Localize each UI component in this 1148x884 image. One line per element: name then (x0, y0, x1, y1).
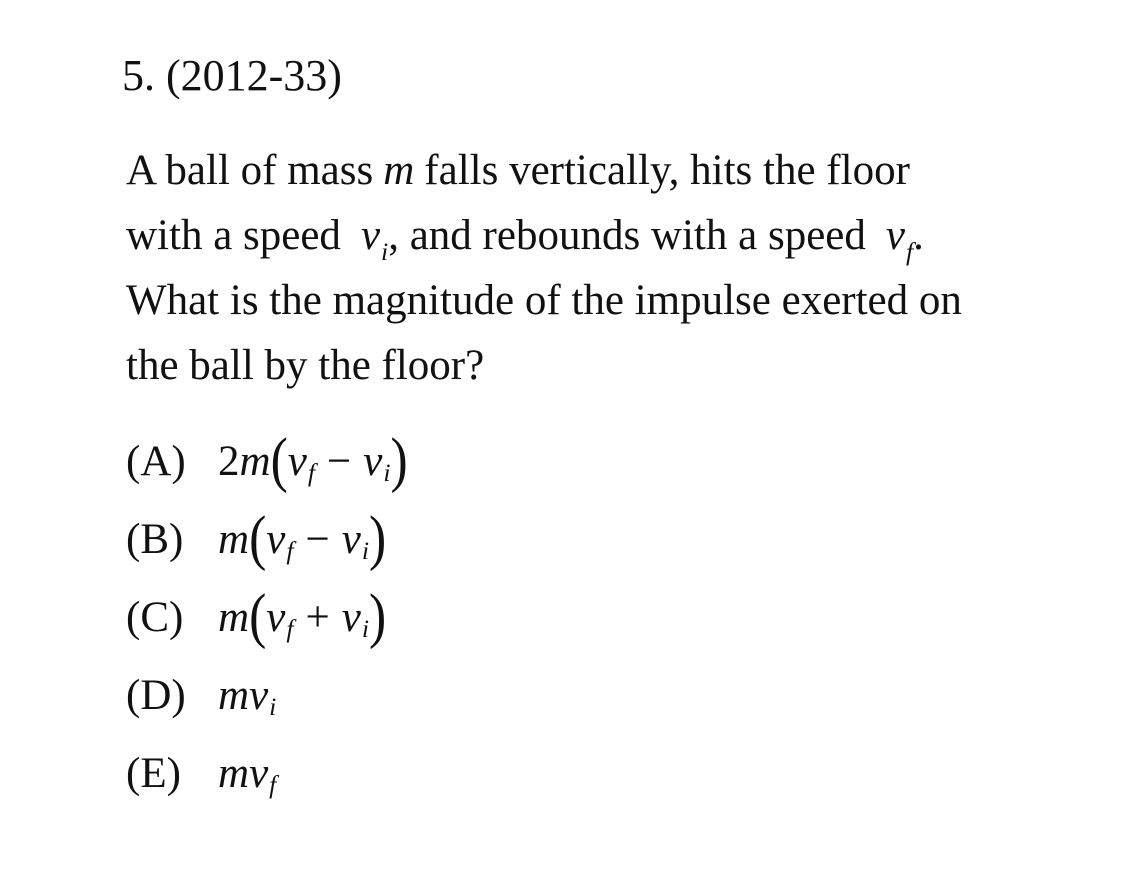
choice-d[interactable] (126, 657, 408, 735)
mass-variable: m (383, 147, 415, 194)
choice-letter: (B) (126, 516, 184, 563)
choice-a[interactable] (126, 423, 408, 501)
choice-c[interactable] (126, 579, 408, 657)
stem-line-3: What is the magnitude of the impulse exerted on (126, 277, 962, 324)
stem-text: A ball of mass (126, 147, 374, 194)
choice-letter: (D) (126, 672, 186, 719)
choice-letter: (A) (126, 438, 186, 485)
choice-b[interactable] (126, 501, 408, 579)
stem-line-2 (126, 207, 1126, 272)
initial-speed-variable: $v_i$ (360, 212, 389, 266)
question-stem (126, 142, 1126, 402)
choice-e[interactable] (126, 735, 408, 813)
choice-letter: (C) (126, 594, 184, 641)
question-number: 5. (2012-33) (122, 51, 342, 100)
stem-line-4: the ball by the floor? (126, 342, 485, 389)
stem-text: falls vertically, hits the floor (424, 147, 910, 194)
stem-text: with a speed (126, 212, 341, 259)
choice-expression: m ( v f + v i ) (218, 581, 387, 651)
stem-line-1 (126, 142, 1126, 207)
final-speed-variable: $v_f$ (885, 212, 914, 266)
answer-choices (126, 423, 408, 813)
choice-expression: m v i (218, 672, 277, 721)
stem-text: . (913, 212, 924, 259)
choice-expression: m v f (218, 750, 277, 799)
choice-expression: 2 m ( v f − v i ) (218, 425, 408, 495)
choice-expression: m ( v f − v i ) (218, 503, 387, 573)
choice-letter: (E) (126, 750, 181, 797)
stem-text: , and rebounds with a speed (388, 212, 866, 259)
